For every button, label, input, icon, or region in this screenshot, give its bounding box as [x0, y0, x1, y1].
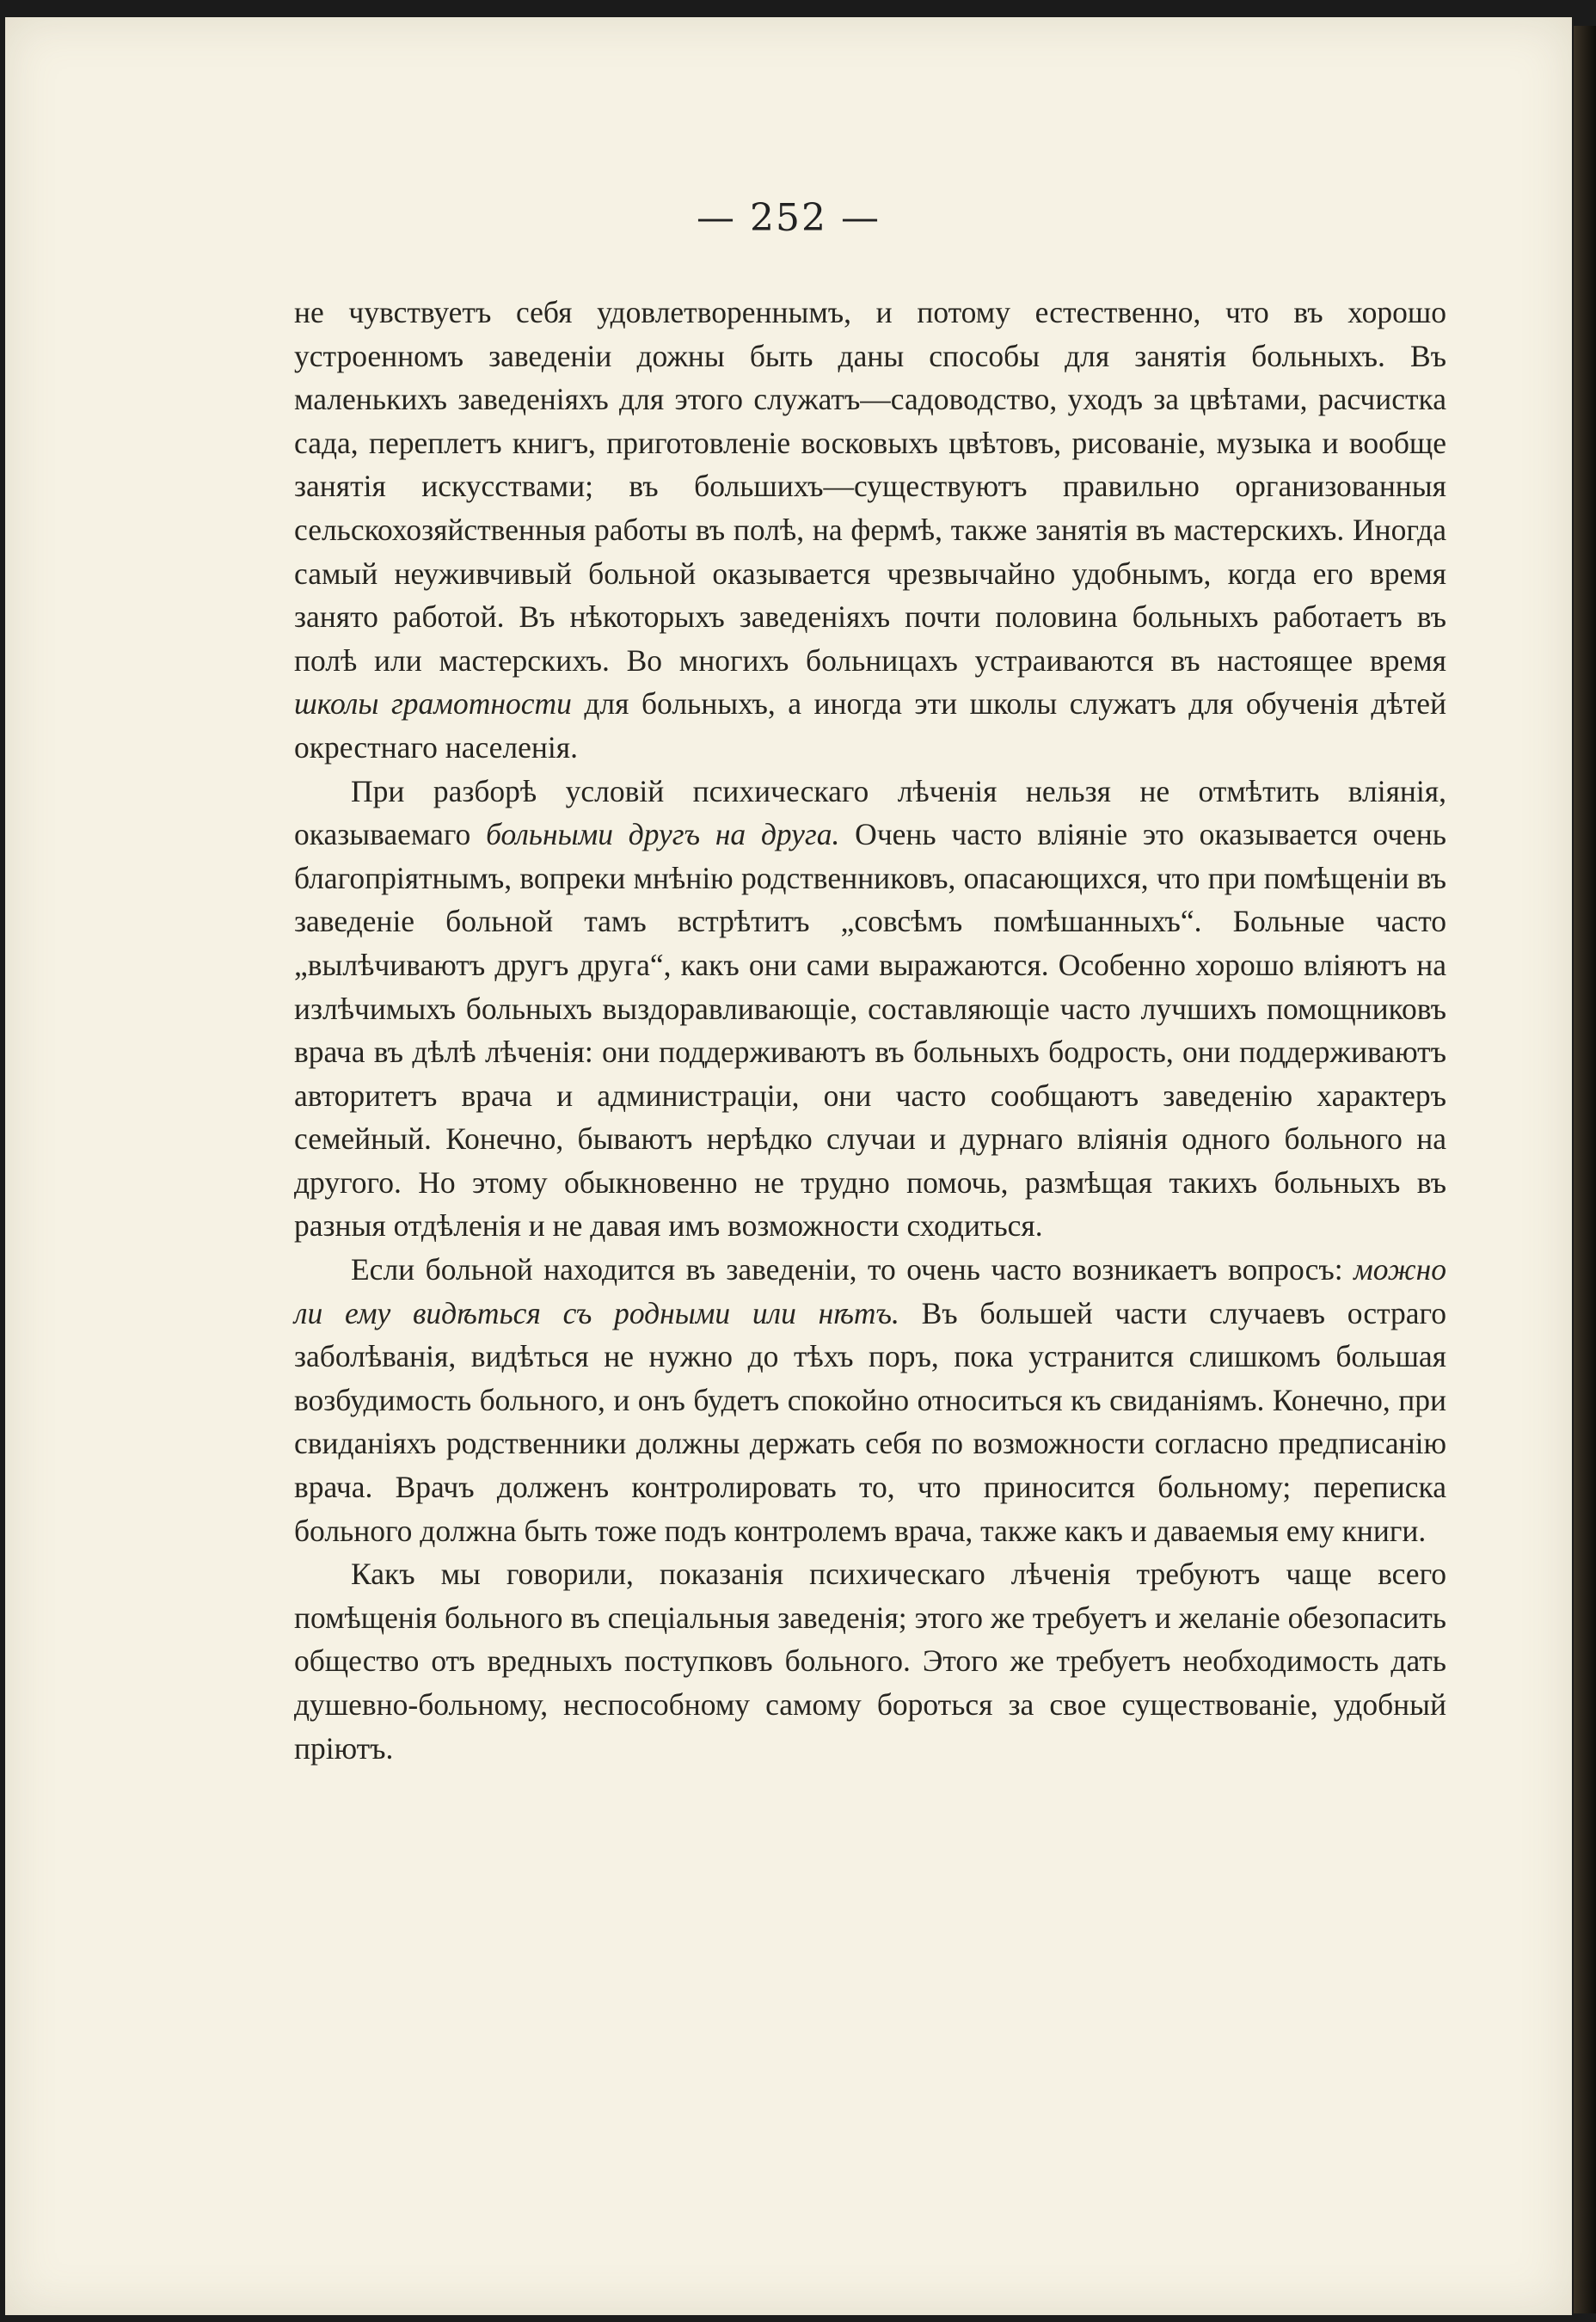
body-text	[294, 291, 1446, 1770]
text-span: Въ большей части случаевъ остраго заболѣванія, видѣться не нужно до тѣхъ поръ, пока устранится слишкомъ большая возбудимость больного, и онъ будетъ спокойно относиться къ свиданіямъ. Конечно, при свиданіяхъ родственники должны держать себя по возможности согласно предписанію врача. Врачъ долженъ контролировать то, что приносится больному; переписка больного должна быть тоже подъ контролемъ врача, также какъ и даваемыя ему книги.	[294, 1295, 1446, 1548]
paragraph-4	[294, 1552, 1446, 1770]
text-span: для больныхъ, а иногда эти школы служатъ для обученія дѣтей окрестнаго населенія.	[294, 686, 1446, 765]
text-span: При разборѣ условій психическаго лѣченія нельзя не отмѣтить вліянія, оказываемаго	[294, 773, 1446, 852]
text-span: не чувствуетъ себя удовлетвореннымъ, и потому естественно, что въ хорошо устроенномъ заведеніи дожны быть даны способы для занятія больныхъ. Въ маленькихъ заведеніяхъ для этого служатъ—садоводство, уходъ за цвѣтами, расчистка сада, переплетъ книгъ, приготовленіе восковыхъ цвѣтовъ, рисованіе, музыка и вообще занятія искусствами; въ большихъ—существуютъ правильно организованныя сельскохозяйственныя работы въ полѣ, на фермѣ, также занятія въ мастерскихъ. Иногда самый неуживчивый больной оказывается чрезвычайно удобнымъ, когда его время занято работой. Въ нѣкоторыхъ заведеніяхъ почти половина больныхъ работаетъ въ полѣ или мастерскихъ. Во многихъ больницахъ устраиваются въ настоящее время	[294, 295, 1446, 678]
text-span: Какъ мы говорили, показанія психическаго лѣченія требуютъ чаще всего помѣщенія больного въ спеціальныя заведенія; этого же требуетъ и желаніе обезопасить общество отъ вредныхъ поступковъ больного. Этого же требуетъ необходимость дать душевно-больному, неспособному самому бороться за свое существованіе, удобный пріютъ.	[294, 1557, 1446, 1766]
text-span: Очень часто вліяніе это оказывается очень благопріятнымъ, вопреки мнѣнію родственниковъ, опасающихся, что при помѣщеніи въ заведеніе больной тамъ встрѣтитъ „совсѣмъ помѣшанныхъ“. Больные часто „вылѣчиваютъ другъ друга“, какъ они сами выражаются. Особенно хорошо вліяютъ на излѣчимыхъ больныхъ выздоравливающіе, составляющіе часто лучшихъ помощниковъ врача въ дѣлѣ лѣченія: они поддерживаютъ въ больныхъ бодрость, они поддерживаютъ авторитетъ врача и администраціи, они часто сообщаютъ заведенію характеръ семейный. Конечно, бываютъ нерѣдко случаи и дурнаго вліянія одного больного на другого. Но этому обыкновенно не трудно помочь, размѣщая такихъ больныхъ въ разныя отдѣленія и не давая имъ возможности сходиться.	[294, 817, 1446, 1244]
paragraph-3	[294, 1248, 1446, 1552]
page-number: — 252 —	[697, 196, 881, 240]
italic-span: больными другъ на друга.	[486, 817, 840, 852]
book-edge	[1574, 26, 1596, 2313]
paragraph-1	[294, 291, 1446, 770]
text-span: Если больной находится въ заведеніи, то очень часто возникаетъ вопросъ:	[351, 1252, 1354, 1287]
italic-span: школы грамотности	[294, 686, 572, 722]
paragraph-2	[294, 770, 1446, 1249]
paper-sheet	[5, 17, 1572, 2315]
italic-span: можно ли ему видѣться съ родными или нѣтъ.	[294, 1252, 1446, 1330]
